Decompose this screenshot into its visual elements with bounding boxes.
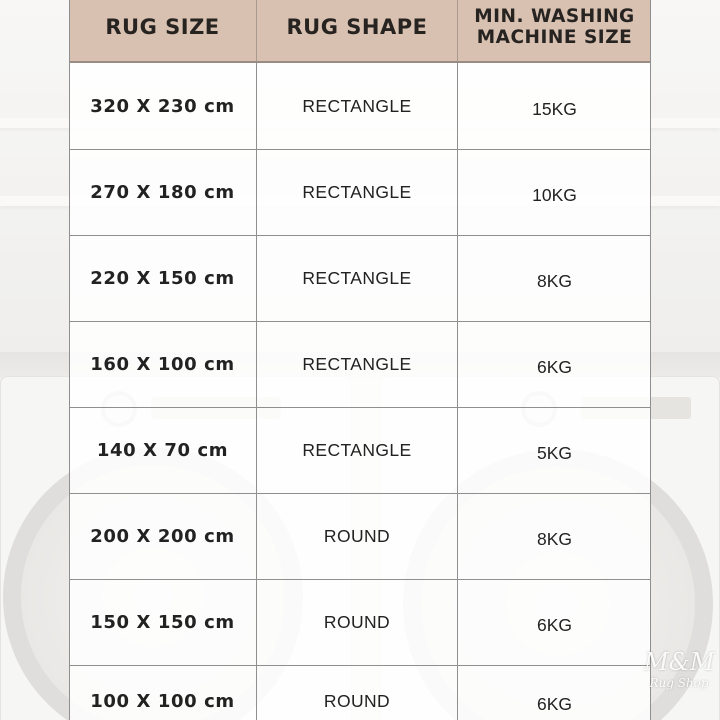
cell-rug-size: 140 X 70 cm bbox=[69, 408, 257, 493]
cell-washer-size: 5KG bbox=[536, 443, 573, 463]
table-row bbox=[69, 150, 651, 236]
header-rug-size: RUG SIZE bbox=[69, 0, 257, 61]
cell-rug-size: 320 X 230 cm bbox=[69, 63, 257, 149]
header-washer-line2: MACHINE SIZE bbox=[476, 26, 633, 48]
cell-rug-shape: ROUND bbox=[257, 580, 458, 665]
cell-rug-shape: RECTANGLE bbox=[257, 236, 458, 321]
cell-washer-size: 8KG bbox=[536, 271, 573, 291]
cell-rug-size: 200 X 200 cm bbox=[69, 494, 257, 579]
logo-text: M&M bbox=[644, 648, 715, 676]
rug-size-table bbox=[69, 0, 651, 720]
table-row bbox=[69, 322, 651, 408]
table-row bbox=[69, 408, 651, 494]
table-row bbox=[69, 580, 651, 666]
table-body bbox=[69, 63, 651, 720]
cell-rug-shape: RECTANGLE bbox=[257, 150, 458, 235]
cell-rug-size: 100 X 100 cm bbox=[69, 666, 257, 720]
cell-washer-size: 8KG bbox=[536, 529, 573, 549]
cell-rug-shape: RECTANGLE bbox=[257, 322, 458, 407]
table-row bbox=[69, 494, 651, 580]
cell-rug-size: 270 X 180 cm bbox=[69, 150, 257, 235]
header-rug-shape: RUG SHAPE bbox=[257, 0, 458, 61]
cell-washer-size: 15KG bbox=[532, 98, 577, 119]
table-row bbox=[69, 236, 651, 322]
logo-subtext: Rug Shop bbox=[649, 676, 709, 690]
header-washer-line1: MIN. WASHING bbox=[474, 5, 635, 27]
cell-rug-size: 150 X 150 cm bbox=[69, 580, 257, 665]
table-header bbox=[69, 0, 651, 63]
table-row bbox=[69, 63, 651, 150]
cell-rug-shape: ROUND bbox=[257, 494, 458, 579]
cell-washer-size: 6KG bbox=[536, 615, 573, 635]
cell-rug-size: 160 X 100 cm bbox=[69, 322, 257, 407]
cell-rug-size: 220 X 150 cm bbox=[69, 236, 257, 321]
cell-rug-shape: RECTANGLE bbox=[257, 408, 458, 493]
table-row bbox=[69, 666, 651, 720]
cell-washer-size: 6KG bbox=[536, 693, 573, 714]
cell-washer-size: 10KG bbox=[532, 185, 577, 205]
header-washer-size bbox=[458, 0, 651, 61]
brand-logo bbox=[644, 648, 714, 700]
cell-washer-size: 6KG bbox=[536, 357, 573, 377]
cell-rug-shape: ROUND bbox=[257, 666, 458, 720]
cell-rug-shape: RECTANGLE bbox=[257, 63, 458, 149]
